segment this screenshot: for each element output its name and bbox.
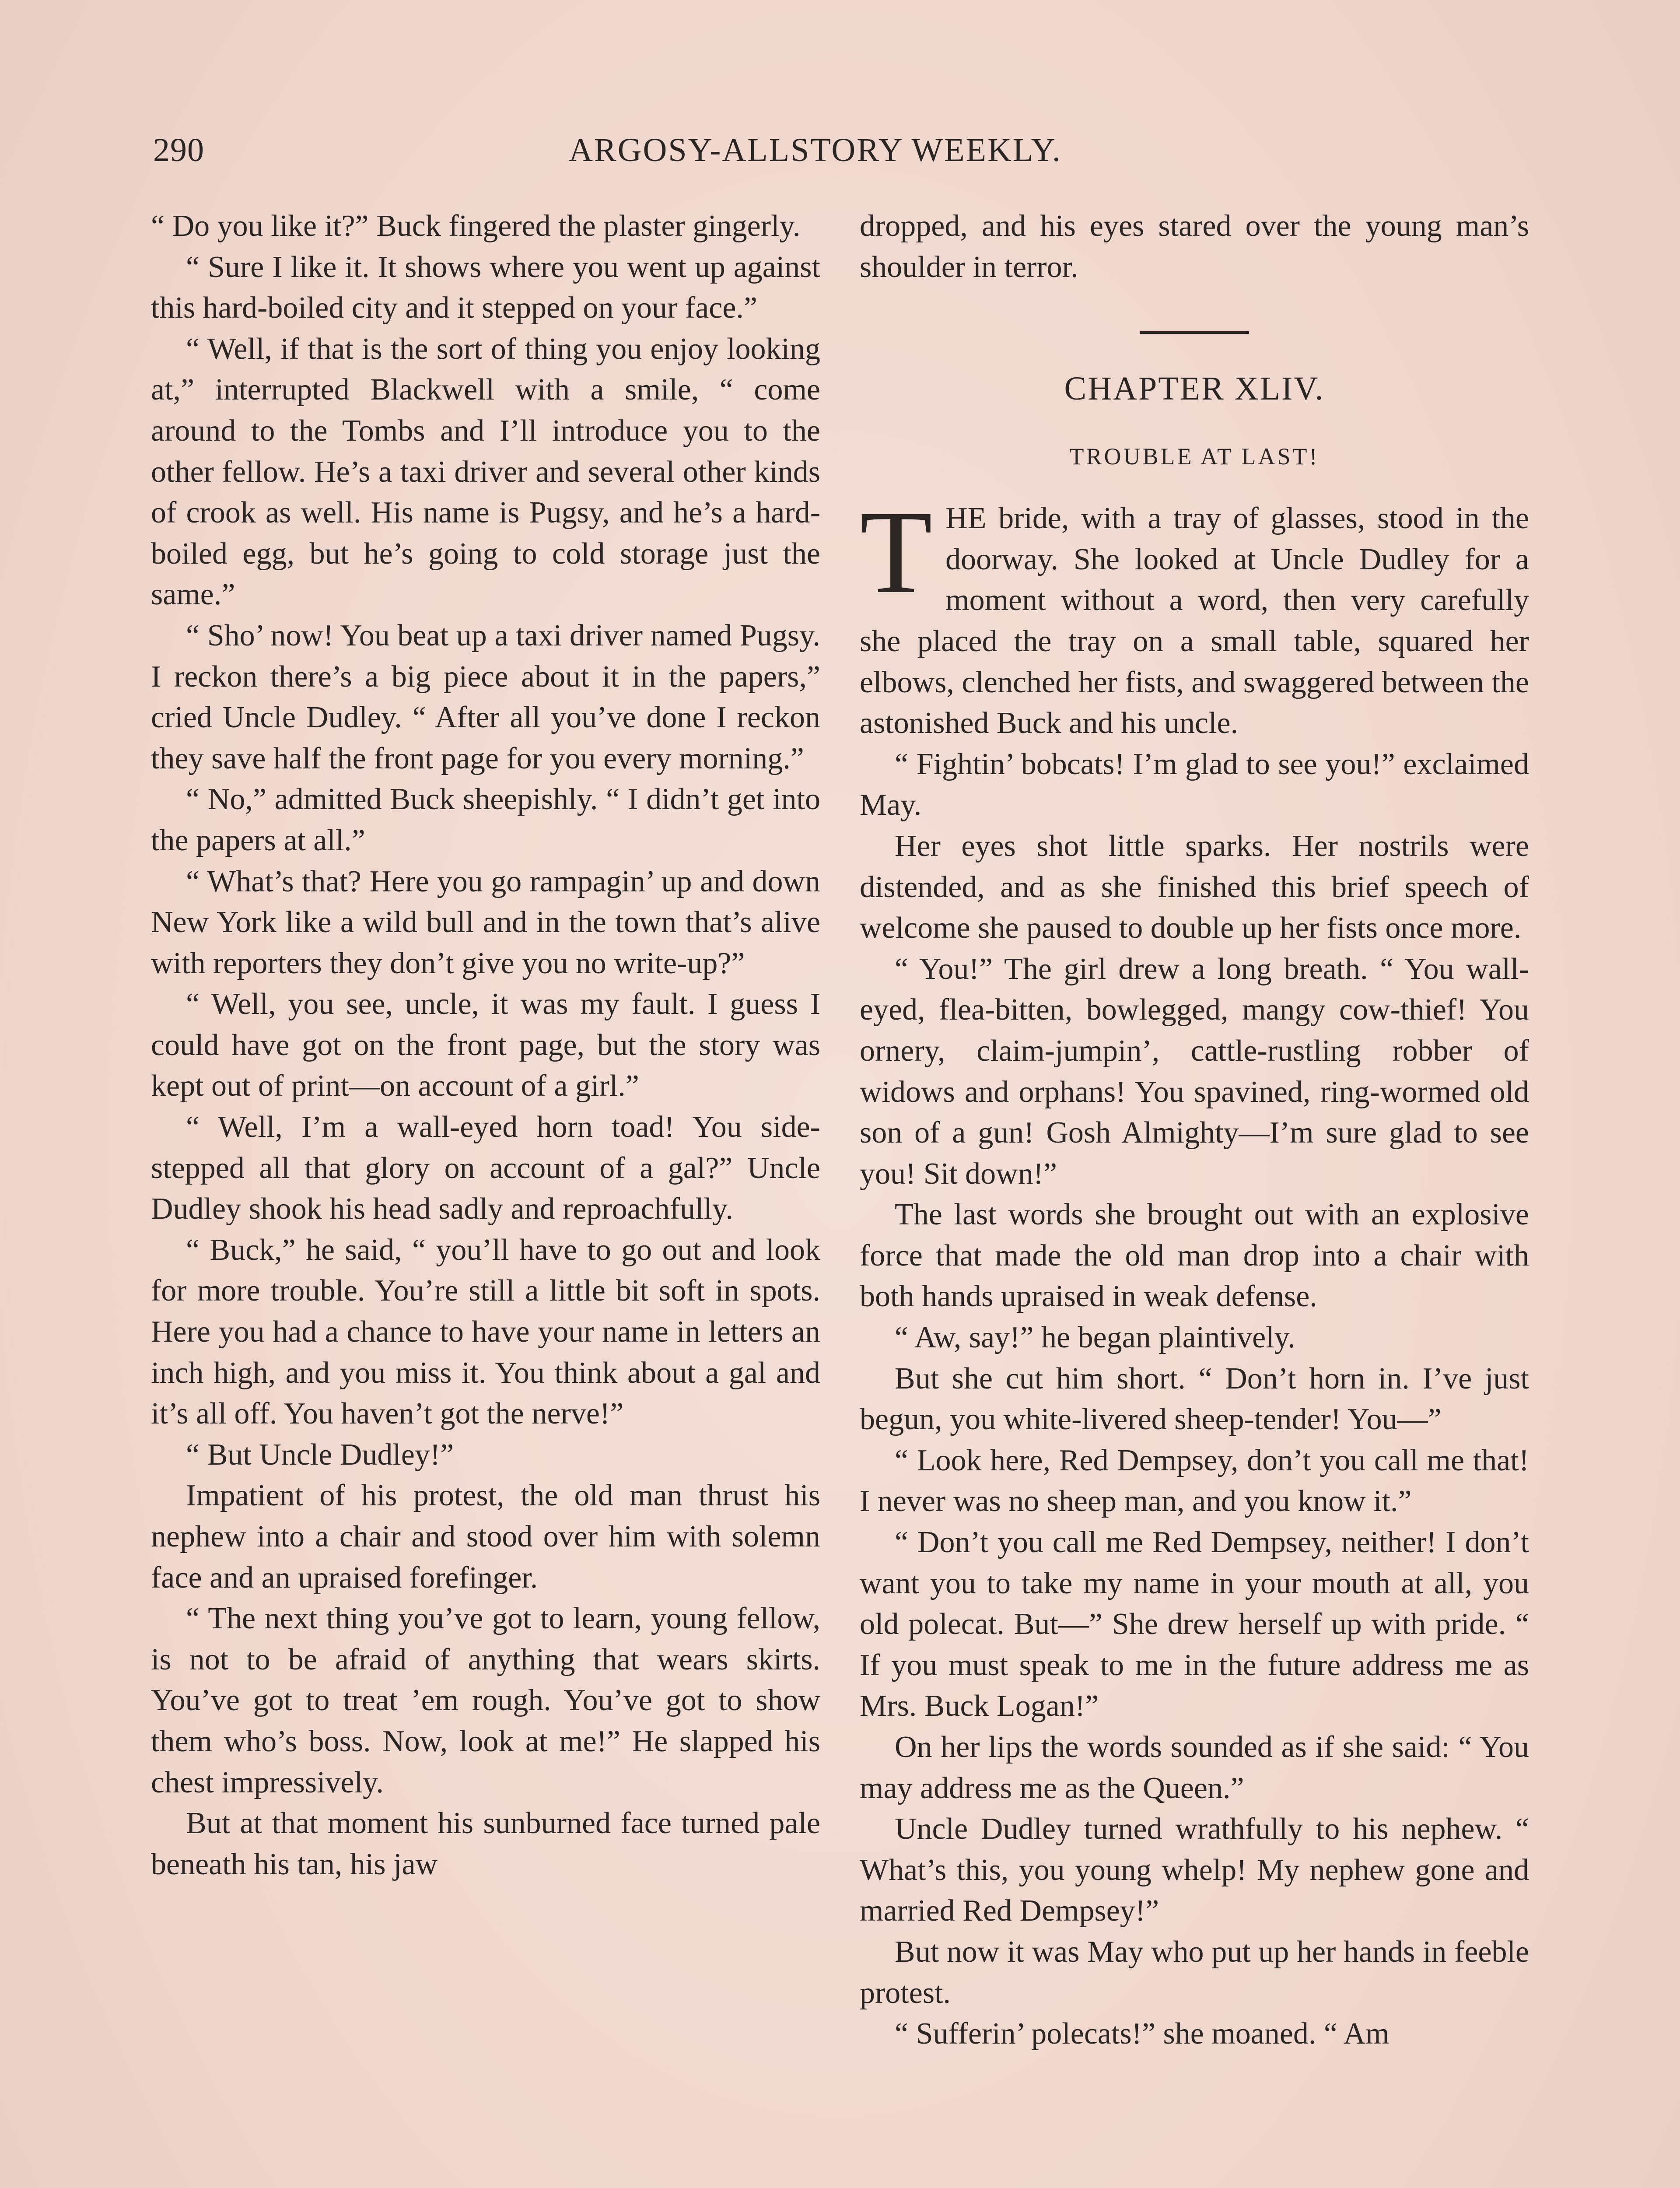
paragraph: On her lips the words sounded as if she said: “ You may address me as the Queen.” bbox=[860, 1730, 1529, 1805]
continued-paragraph: dropped, and his eyes stared over the young man’s shoulder in terror. bbox=[860, 209, 1529, 284]
right-column bbox=[860, 206, 1529, 2055]
chapter-subtitle: TROUBLE AT LAST! bbox=[1069, 443, 1320, 470]
paragraph: Uncle Dudley turned wrathfully to his nephew. “ What’s this, you young whelp! My nephew gone and married Red Dempsey!” bbox=[860, 1812, 1529, 1928]
paragraph: “ What’s that? Here you go rampagin’ up and down New York like a wild bull and in the town that’s alive with reporters they don’t give you no write-up?” bbox=[151, 864, 820, 980]
paragraph: “ Buck,” he said, “ you’ll have to go out and look for more trouble. You’re still a little bit soft in spots. Here you had a chance to have your name in letters an inch high, and you miss it. You think about a gal and it’s all off. You haven’t got the nerve!” bbox=[151, 1233, 820, 1431]
paragraph: “ Sure I like it. It shows where you went up against this hard-boiled city and it stepped on your face.” bbox=[151, 250, 820, 325]
paragraph: “ Sho’ now! You beat up a taxi driver named Pugsy. I reckon there’s a big piece about it in the papers,” cried Uncle Dudley. “ After all you’ve done I reckon they save half the front page for you every morning.” bbox=[151, 618, 820, 775]
left-column bbox=[151, 206, 820, 1885]
paragraph: “ Sufferin’ polecats!” she moaned. “ Am bbox=[895, 2017, 1390, 2051]
paragraph: “ Well, you see, uncle, it was my fault. I guess I could have got on the front page, but the story was kept out of print—on account of a girl.” bbox=[151, 987, 820, 1103]
paragraph: “ You!” The girl drew a long breath. “ You wall-eyed, flea-bitten, bowlegged, mangy cow-thief! You ornery, claim-jumpin’, cattle-rustling robber of widows and orphans! You spavined, ring-wormed old son of a gun! Gosh Almighty—I’m sure glad to see you! Sit down!” bbox=[860, 952, 1529, 1191]
paragraph: “ Look here, Red Dempsey, don’t you call me that! I never was no sheep man, and you know it.” bbox=[860, 1443, 1529, 1518]
paragraph: But at that moment his sunburned face turned pale beneath his tan, his jaw bbox=[151, 1806, 820, 1881]
paragraph: “ Don’t you call me Red Dempsey, neither! I don’t want you to take my name in your mouth at all, you old polecat. But—” She drew herself up with pride. “ If you must speak to me in the future address me as Mrs. Buck Logan!” bbox=[860, 1525, 1529, 1723]
opening-text: HE bride, with a tray of glasses, stood in the doorway. She looked at Uncle Dudley for a moment without a word, then very carefully she placed the tray on a small table, squared her elbows, clenched her fists, and swaggered between the astonished Buck and his uncle. bbox=[860, 501, 1529, 740]
paragraph: But now it was May who put up her hands in feeble protest. bbox=[860, 1935, 1529, 2010]
paragraph: “ Aw, say!” he began plaintively. bbox=[895, 1321, 1295, 1355]
paragraph: “ Fightin’ bobcats! I’m glad to see you!” exclaimed May. bbox=[860, 747, 1529, 822]
page-header bbox=[153, 131, 1566, 179]
paragraph: “ But Uncle Dudley!” bbox=[186, 1438, 454, 1472]
paragraph: “ Well, if that is the sort of thing you enjoy looking at,” interrupted Blackwell with a smile, “ come around to the Tombs and I’ll introduce you to the other fellow. He’s a taxi driver and several other kinds of crook as well. His name is Pugsy, and he’s a hard-boiled egg, but he’s going to cold storage just the same.” bbox=[151, 332, 820, 612]
section-divider bbox=[1140, 331, 1249, 334]
paragraph: “ No,” admitted Buck sheepishly. “ I didn’t get into the papers at all.” bbox=[151, 782, 820, 857]
paragraph: “ Well, I’m a wall-eyed horn toad! You side-stepped all that glory on account of a gal?” Uncle Dudley shook his head sadly and reproachfully. bbox=[151, 1110, 820, 1226]
chapter-title: CHAPTER XLIV. bbox=[1064, 370, 1325, 407]
page-number: 290 bbox=[153, 132, 204, 168]
chapter-opening-paragraph bbox=[860, 486, 1529, 744]
paragraph: But she cut him short. “ Don’t horn in. I’ve just begun, you white-livered sheep-tender! You—” bbox=[860, 1361, 1529, 1437]
drop-cap: T bbox=[860, 486, 933, 618]
running-head: ARGOSY-ALLSTORY WEEKLY. bbox=[569, 132, 1062, 168]
paragraph: “ Do you like it?” Buck fingered the plaster gingerly. bbox=[151, 209, 801, 243]
paragraph: “ The next thing you’ve got to learn, young fellow, is not to be afraid of anything that wears skirts. You’ve got to treat ’em rough. You’ve got to show them who’s boss. Now, look at me!” He slapped his chest impressively. bbox=[151, 1602, 820, 1799]
paragraph: Impatient of his protest, the old man thrust his nephew into a chair and stood over him with solemn face and an upraised forefinger. bbox=[151, 1479, 820, 1595]
paragraph: Her eyes shot little sparks. Her nostrils were distended, and as she finished this brief speech of welcome she paused to double up her fists once more. bbox=[860, 829, 1529, 945]
paragraph: The last words she brought out with an explosive force that made the old man drop into a chair with both hands upraised in weak defense. bbox=[860, 1198, 1529, 1314]
